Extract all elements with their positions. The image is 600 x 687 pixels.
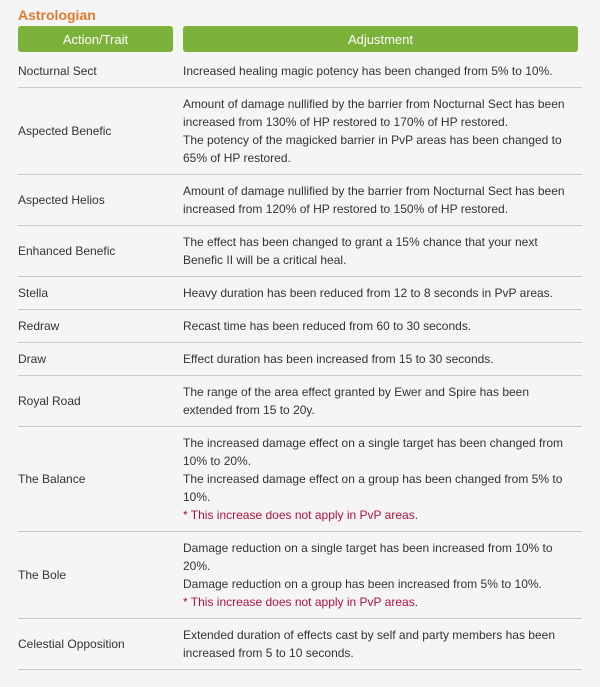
- adjustment-text: [183, 427, 578, 531]
- adjustment-text: [183, 310, 578, 342]
- adjustment-line: The increased damage effect on a group has been changed from 5% to 10%.: [183, 472, 563, 504]
- action-name: Draw: [18, 352, 47, 366]
- adjustment-line: Extended duration of effects cast by self and party members has been increased from 5 to 10 seconds.: [183, 628, 555, 660]
- adjustment-line: Heavy duration has been reduced from 12 to 8 seconds in PvP areas.: [183, 286, 554, 300]
- adjustment-line: Increased healing magic potency has been changed from 5% to 10%.: [183, 64, 553, 78]
- adjustment-text: [183, 226, 578, 276]
- adjustment-line: Effect duration has been increased from 15 to 30 seconds.: [183, 352, 494, 366]
- table-row: [18, 310, 582, 343]
- adjustment-line: The effect has been changed to grant a 15% chance that your next Benefic II will be a critical heal.: [183, 235, 538, 267]
- section-title: Astrologian: [18, 7, 96, 23]
- action-name: Aspected Benefic: [18, 124, 112, 138]
- adjustment-line: Amount of damage nullified by the barrier from Nocturnal Sect has been increased from 120% of HP restored to 150% of HP restored.: [183, 184, 565, 216]
- adjustment-text: [183, 619, 578, 669]
- action-name: Redraw: [18, 319, 60, 333]
- pvp-note: * This increase does not apply in PvP areas.: [183, 508, 419, 522]
- table-row: [18, 175, 582, 226]
- action-name: Enhanced Benefic: [18, 244, 116, 258]
- adjustment-line: Damage reduction on a group has been increased from 5% to 10%.: [183, 577, 542, 591]
- table-row: [18, 55, 582, 88]
- adjustment-text: [183, 532, 578, 618]
- action-name: Royal Road: [18, 394, 81, 408]
- table-row: [18, 376, 582, 427]
- action-name: Aspected Helios: [18, 193, 105, 207]
- action-name: Nocturnal Sect: [18, 64, 97, 78]
- adjustment-line: Recast time has been reduced from 60 to 30 seconds.: [183, 319, 472, 333]
- table-header: [18, 26, 582, 52]
- table-row: [18, 427, 582, 532]
- table-row: [18, 343, 582, 376]
- adjustment-table: [18, 55, 582, 670]
- action-name: Celestial Opposition: [18, 637, 125, 651]
- adjustment-line: Damage reduction on a single target has been increased from 10% to 20%.: [183, 541, 553, 573]
- action-name: Stella: [18, 286, 49, 300]
- adjustment-text: [183, 175, 578, 225]
- table-row: [18, 277, 582, 310]
- adjustment-text: [183, 88, 578, 174]
- adjustment-text: [183, 376, 578, 426]
- adjustment-text: [183, 55, 578, 87]
- column-header-adjustment: Adjustment: [183, 26, 578, 52]
- adjustment-line: The increased damage effect on a single target has been changed from 10% to 20%.: [183, 436, 564, 468]
- table-row: [18, 226, 582, 277]
- table-row: [18, 88, 582, 175]
- adjustment-line: Amount of damage nullified by the barrier from Nocturnal Sect has been increased from 130% of HP restored to 170% of HP restored.: [183, 97, 565, 129]
- pvp-note: * This increase does not apply in PvP areas.: [183, 595, 419, 609]
- adjustment-text: [183, 343, 578, 375]
- table-row: [18, 619, 582, 670]
- table-row: [18, 532, 582, 619]
- adjustment-line: The potency of the magicked barrier in PvP areas has been changed to 65% of HP restored.: [183, 133, 562, 165]
- column-header-action: Action/Trait: [18, 26, 173, 52]
- action-name: The Balance: [18, 472, 86, 486]
- action-name: The Bole: [18, 568, 67, 582]
- adjustment-text: [183, 277, 578, 309]
- adjustment-line: The range of the area effect granted by Ewer and Spire has been extended from 15 to 20y.: [183, 385, 530, 417]
